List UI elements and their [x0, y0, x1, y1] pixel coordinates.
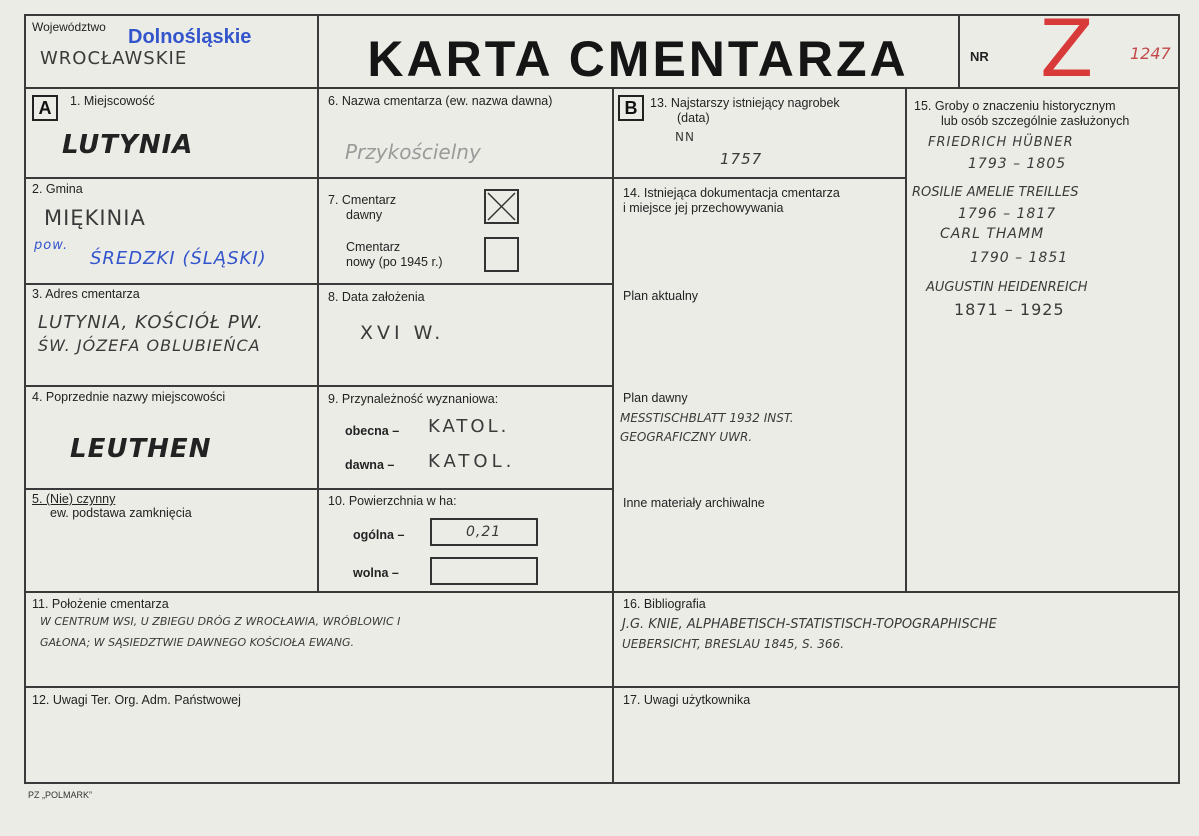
- section-b-tag: B: [618, 95, 644, 121]
- f10-label: 10. Powierzchnia w ha:: [328, 494, 457, 508]
- divider: [905, 87, 907, 591]
- f10-free-label: wolna –: [353, 566, 399, 580]
- f10-total-value: 0,21: [466, 524, 502, 540]
- f13-label-2: (data): [677, 111, 710, 125]
- f4-value: LEUTHEN: [70, 434, 212, 464]
- divider: [24, 686, 1180, 688]
- f9-label: 9. Przynależność wyznaniowa:: [328, 392, 499, 406]
- f12-label: 12. Uwagi Ter. Org. Adm. Państwowej: [32, 693, 241, 707]
- f10-total-label: ogólna –: [353, 528, 405, 542]
- f8-value: XVI W.: [360, 322, 445, 344]
- f16-label: 16. Bibliografia: [623, 597, 706, 611]
- grave-years: 1871 – 1925: [954, 300, 1065, 319]
- plan-former-label: Plan dawny: [623, 391, 688, 405]
- voivodeship-label: Województwo: [32, 20, 106, 34]
- f2-label: 2. Gmina: [32, 182, 83, 196]
- f17-label: 17. Uwagi użytkownika: [623, 693, 751, 707]
- nr-value: Z: [1040, 5, 1094, 95]
- f7-new-checkbox[interactable]: [484, 237, 519, 272]
- f2-county: ŚREDZKI (ŚLĄSKI): [90, 248, 267, 269]
- plan-former-line2: GEOGRAFICZNY UWR.: [620, 430, 753, 444]
- divider: [24, 177, 906, 179]
- f5-label-1: 5. (Nie) czynny: [32, 492, 116, 506]
- f2-pow: pow.: [34, 238, 69, 253]
- f4-label: 4. Poprzednie nazwy miejscowości: [32, 390, 226, 404]
- f11-label: 11. Położenie cmentarza: [32, 597, 169, 611]
- f8-label: 8. Data założenia: [328, 290, 425, 304]
- divider: [24, 488, 614, 490]
- plan-former-line1: MESSTISCHBLATT 1932 INST.: [620, 411, 794, 425]
- nr-small: 1247: [1130, 44, 1171, 63]
- divider: [958, 14, 960, 87]
- grave-years: 1796 – 1817: [958, 206, 1057, 222]
- section-a-tag: A: [32, 95, 58, 121]
- grave-years: 1793 – 1805: [968, 156, 1067, 172]
- f3-line2: ŚW. JÓZEFA OBLUBIEŃCA: [38, 336, 261, 355]
- grave-name: FRIEDRICH HÜBNER: [928, 135, 1074, 150]
- grave-name: AUGUSTIN HEIDENREICH: [926, 280, 1088, 295]
- f10-free-field[interactable]: [430, 557, 538, 585]
- f9-current-label: obecna –: [345, 424, 400, 438]
- f7-label-2b: nowy (po 1945 r.): [346, 255, 443, 269]
- printer-mark: PZ „POLMARK”: [28, 790, 93, 800]
- f7-label-1b: dawny: [346, 208, 383, 222]
- grave-name: CARL THAMM: [940, 226, 1045, 242]
- f6-value: Przykościelny: [345, 140, 481, 164]
- grave-name: ROSILIE AMELIE TREILLES: [912, 185, 1079, 200]
- f1-label: 1. Miejscowość: [70, 94, 155, 108]
- f16-line1: J.G. KNIE, ALPHABETISCH-STATISTISCH-TOPOGRAPHISCHE: [622, 617, 997, 632]
- voivodeship-handwritten: WROCŁAWSKIE: [40, 48, 188, 69]
- f13-label-1: 13. Najstarszy istniejący nagrobek: [650, 96, 840, 110]
- f9-former-label: dawna –: [345, 458, 395, 472]
- nr-label: NR: [970, 49, 989, 64]
- f14-label-2: i miejsce jej przechowywania: [623, 201, 784, 215]
- divider: [317, 14, 319, 591]
- f10-total-field[interactable]: [430, 518, 538, 546]
- f2-value: MIĘKINIA: [44, 206, 146, 230]
- f9-former-value: KATOL.: [428, 451, 516, 472]
- f3-line1: LUTYNIA, KOŚCIÓŁ PW.: [38, 312, 264, 333]
- f9-current-value: KATOL.: [428, 416, 510, 437]
- archive-label: Inne materiały archiwalne: [623, 496, 765, 510]
- divider: [612, 87, 614, 784]
- f7-label-2a: Cmentarz: [346, 240, 401, 254]
- f7-label-1a: 7. Cmentarz: [328, 193, 397, 207]
- f5-label-2: ew. podstawa zamknięcia: [50, 506, 192, 520]
- f15-label-2: lub osób szczególnie zasłużonych: [941, 114, 1130, 128]
- grave-years: 1790 – 1851: [970, 250, 1069, 266]
- f11-line1: W CENTRUM WSI, U ZBIEGU DRÓG Z WROCŁAWIA, WRÓBLOWIC I: [40, 615, 401, 628]
- card-title: KARTA CMENTARZA: [367, 31, 909, 87]
- f3-label: 3. Adres cmentarza: [32, 287, 140, 301]
- f7-old-checkbox[interactable]: [484, 189, 519, 224]
- f16-line2: UEBERSICHT, BRESLAU 1845, S. 366.: [622, 637, 845, 651]
- voivodeship-stamp: Dolnośląskie: [128, 26, 252, 48]
- plan-current-label: Plan aktualny: [623, 289, 699, 303]
- f15-label-1: 15. Groby o znaczeniu historycznym: [914, 99, 1116, 113]
- divider: [24, 283, 614, 285]
- f13-nn: NN: [675, 130, 695, 144]
- f14-label-1: 14. Istniejąca dokumentacja cmentarza: [623, 186, 840, 200]
- checked-x-icon: [486, 191, 517, 222]
- f13-year: 1757: [720, 150, 763, 168]
- f6-label: 6. Nazwa cmentarza (ew. nazwa dawna): [328, 94, 553, 108]
- divider: [24, 591, 1180, 593]
- divider: [24, 385, 614, 387]
- f11-line2: GAŁONA; W SĄSIEDZTWIE DAWNEGO KOŚCIOŁA EWANG.: [40, 636, 354, 649]
- f1-value: LUTYNIA: [62, 130, 194, 160]
